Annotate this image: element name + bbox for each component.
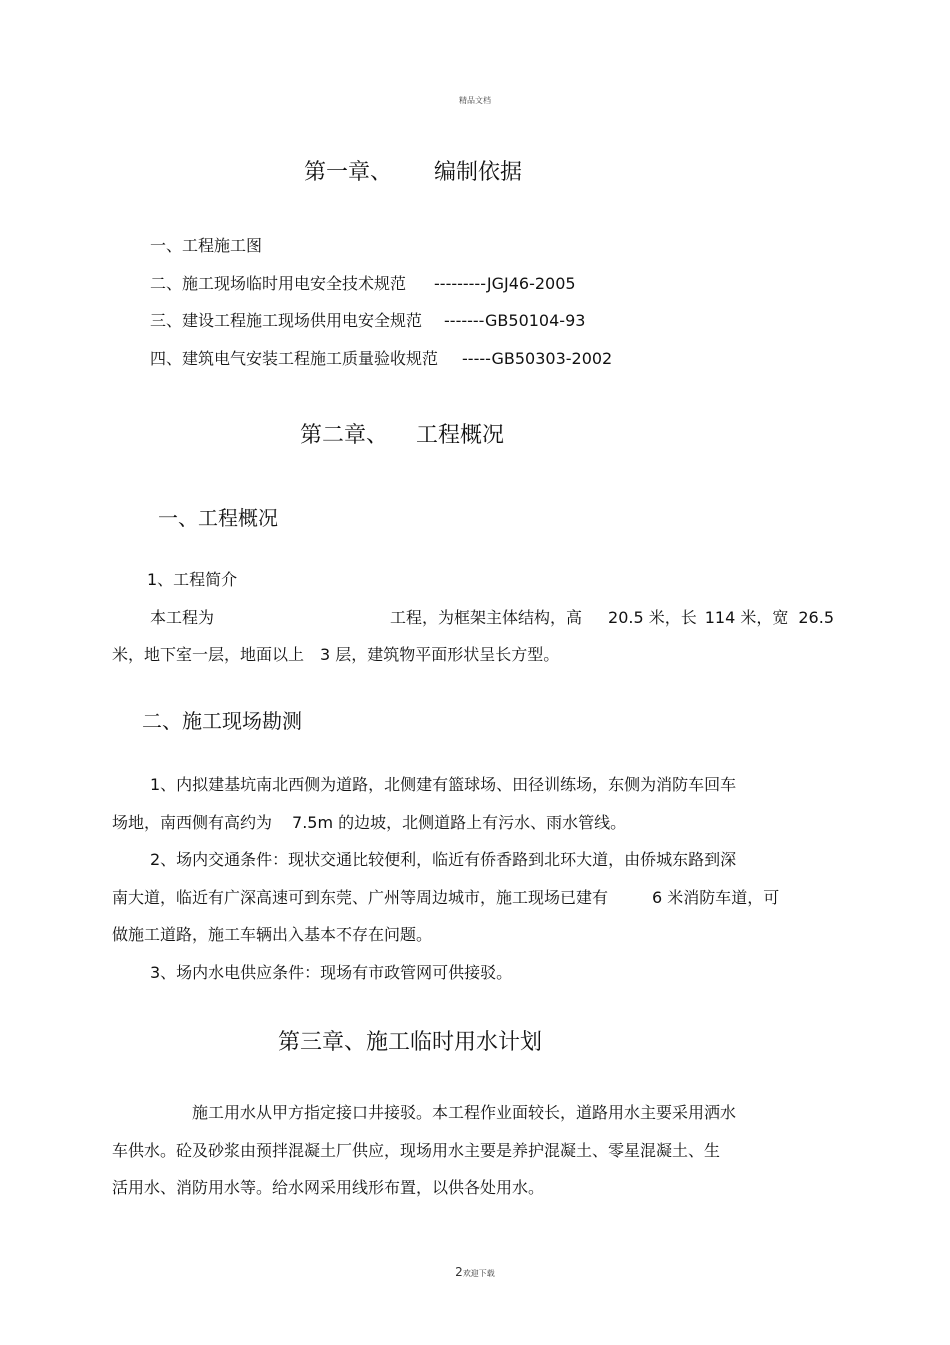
page-footer bbox=[0, 1265, 950, 1279]
chapter2-number: 第二章、 bbox=[300, 423, 389, 448]
ref-item: 一、工程施工图 bbox=[150, 236, 263, 255]
paragraph-line: 2、场内交通条件：现状交通比较便利，临近有侨香路到北环大道，由侨城东路到深 bbox=[150, 850, 737, 869]
chapter1-text: 编制依据 bbox=[434, 160, 523, 185]
header-watermark: 精品文档 bbox=[459, 96, 491, 105]
paragraph-line: 活用水、消防用水等。给水网采用线形布置，以供各处用水。 bbox=[112, 1178, 545, 1197]
subsection-title: 1、工程简介 bbox=[147, 570, 238, 589]
paragraph-line: 3、场内水电供应条件：现场有市政管网可供接驳。 bbox=[150, 963, 513, 982]
paragraph-line: 场地，南西侧有高约为 7.5m 的边坡，北侧道路上有污水、雨水管线。 bbox=[112, 813, 627, 832]
paragraph-line: 工程，为框架主体结构，高 20.5 米，长 114 米，宽 26.5 bbox=[390, 608, 834, 627]
section-title: 二、施工现场勘测 bbox=[142, 709, 302, 733]
paragraph-line: 施工用水从甲方指定接口井接驳。本工程作业面较长，道路用水主要采用洒水 bbox=[192, 1103, 737, 1122]
ref-item: 二、施工现场临时用电安全技术规范 ---------JGJ46-2005 bbox=[150, 274, 576, 293]
paragraph-line: 米，地下室一层，地面以上 3 层，建筑物平面形状呈长方型。 bbox=[112, 645, 560, 664]
section-title: 一、工程概况 bbox=[158, 506, 278, 530]
chapter3-title: 第三章、施工临时用水计划 bbox=[278, 1030, 543, 1055]
footer-text: 欢迎下载 bbox=[462, 1269, 495, 1278]
chapter2-text: 工程概况 bbox=[416, 423, 505, 448]
paragraph-line: 车供水。砼及砂浆由预拌混凝土厂供应，现场用水主要是养护混凝土、零星混凝土、生 bbox=[112, 1141, 721, 1160]
paragraph-line: 南大道，临近有广深高速可到东莞、广州等周边城市，施工现场已建有 6 米消防车道，可 bbox=[112, 888, 780, 907]
chapter1-title bbox=[304, 155, 522, 186]
page-number: 2 bbox=[455, 1265, 463, 1279]
ref-item: 四、建筑电气安装工程施工质量验收规范 -----GB50303-2002 bbox=[150, 349, 613, 368]
ref-item: 三、建设工程施工现场供用电安全规范 -------GB50104-93 bbox=[150, 311, 586, 330]
chapter1-number: 第一章、 bbox=[304, 160, 393, 185]
paragraph-line: 做施工道路，施工车辆出入基本不存在问题。 bbox=[112, 925, 433, 944]
paragraph-line: 本工程为 bbox=[150, 608, 215, 627]
paragraph-line: 1、内拟建基坑南北西侧为道路，北侧建有篮球场、田径训练场，东侧为消防车回车 bbox=[150, 775, 737, 794]
chapter2-title bbox=[300, 418, 504, 449]
